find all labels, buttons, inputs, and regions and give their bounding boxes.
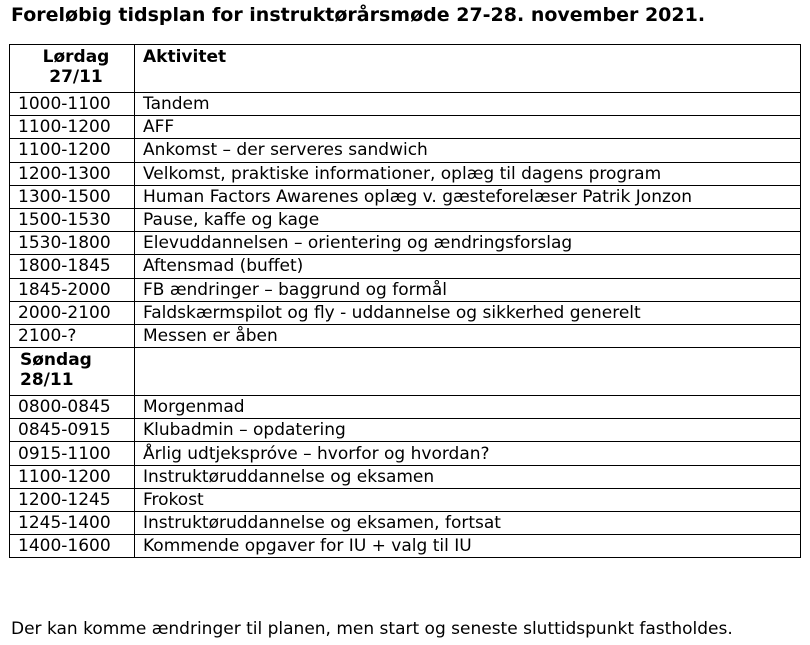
document-title: Foreløbig tidsplan for instruktørårsmøde 27-28. november 2021. bbox=[11, 4, 706, 26]
sunday-day-cell bbox=[10, 348, 135, 396]
sunday-activity-header bbox=[135, 348, 801, 396]
time-cell: 1500-1530 bbox=[10, 208, 135, 231]
schedule-row bbox=[10, 255, 801, 278]
activity-cell: Klubadmin – opdatering bbox=[135, 419, 801, 442]
time-cell: 1300-1500 bbox=[10, 185, 135, 208]
time-cell: 1100-1200 bbox=[10, 465, 135, 488]
time-cell: 0845-0915 bbox=[10, 419, 135, 442]
activity-cell: Velkomst, praktiske informationer, oplæg til dagens program bbox=[135, 162, 801, 185]
schedule-row bbox=[10, 396, 801, 419]
schedule-row bbox=[10, 512, 801, 535]
schedule-row bbox=[10, 535, 801, 558]
schedule-row bbox=[10, 232, 801, 255]
footer-note: Der kan komme ændringer til planen, men start og seneste sluttidspunkt fastholdes. bbox=[11, 619, 733, 639]
sunday-date-label: 28/11 bbox=[20, 370, 74, 391]
schedule-row bbox=[10, 162, 801, 185]
time-cell: 2000-2100 bbox=[10, 301, 135, 324]
schedule-row bbox=[10, 208, 801, 231]
time-cell: 1000-1100 bbox=[10, 93, 135, 116]
activity-cell: Messen er åben bbox=[135, 324, 801, 347]
time-cell: 1400-1600 bbox=[10, 535, 135, 558]
activity-cell: Aftensmad (buffet) bbox=[135, 255, 801, 278]
schedule-row bbox=[10, 185, 801, 208]
activity-cell: FB ændringer – baggrund og formål bbox=[135, 278, 801, 301]
saturday-header-row bbox=[10, 45, 801, 93]
schedule-body bbox=[10, 45, 801, 558]
time-cell: 1100-1200 bbox=[10, 139, 135, 162]
activity-cell: Ankomst – der serveres sandwich bbox=[135, 139, 801, 162]
time-cell: 1245-1400 bbox=[10, 512, 135, 535]
time-cell: 1800-1845 bbox=[10, 255, 135, 278]
time-cell: 1530-1800 bbox=[10, 232, 135, 255]
saturday-day-cell bbox=[10, 45, 135, 93]
activity-cell: Morgenmad bbox=[135, 396, 801, 419]
schedule-row bbox=[10, 139, 801, 162]
schedule-table bbox=[9, 44, 801, 558]
schedule-row bbox=[10, 324, 801, 347]
schedule-row bbox=[10, 442, 801, 465]
schedule-row bbox=[10, 419, 801, 442]
time-cell: 1845-2000 bbox=[10, 278, 135, 301]
activity-cell: Frokost bbox=[135, 488, 801, 511]
activity-cell: Human Factors Awarenes oplæg v. gæsteforelæser Patrik Jonzon bbox=[135, 185, 801, 208]
activity-cell: Instruktøruddannelse og eksamen bbox=[135, 465, 801, 488]
time-cell: 1200-1245 bbox=[10, 488, 135, 511]
activity-cell: Instruktøruddannelse og eksamen, fortsat bbox=[135, 512, 801, 535]
activity-cell: AFF bbox=[135, 116, 801, 139]
time-cell: 0915-1100 bbox=[10, 442, 135, 465]
saturday-date-label: 27/11 bbox=[49, 67, 103, 87]
saturday-day-label: Lørdag bbox=[42, 47, 110, 67]
activity-cell: Elevuddannelsen – orientering og ændringsforslag bbox=[135, 232, 801, 255]
schedule-row bbox=[10, 93, 801, 116]
schedule-row bbox=[10, 488, 801, 511]
schedule-row bbox=[10, 116, 801, 139]
activity-cell: Pause, kaffe og kage bbox=[135, 208, 801, 231]
activity-cell: Årlig udtjekspróve – hvorfor og hvordan? bbox=[135, 442, 801, 465]
schedule-row bbox=[10, 465, 801, 488]
time-cell: 1200-1300 bbox=[10, 162, 135, 185]
time-cell: 1100-1200 bbox=[10, 116, 135, 139]
time-cell: 0800-0845 bbox=[10, 396, 135, 419]
activity-cell: Faldskærmspilot og fly - uddannelse og sikkerhed generelt bbox=[135, 301, 801, 324]
activity-column-header: Aktivitet bbox=[135, 45, 801, 93]
activity-cell: Tandem bbox=[135, 93, 801, 116]
schedule-row bbox=[10, 301, 801, 324]
sunday-header-row bbox=[10, 348, 801, 396]
activity-cell: Kommende opgaver for IU + valg til IU bbox=[135, 535, 801, 558]
sunday-day-label: Søndag bbox=[20, 350, 92, 371]
schedule-row bbox=[10, 278, 801, 301]
time-cell: 2100-? bbox=[10, 324, 135, 347]
